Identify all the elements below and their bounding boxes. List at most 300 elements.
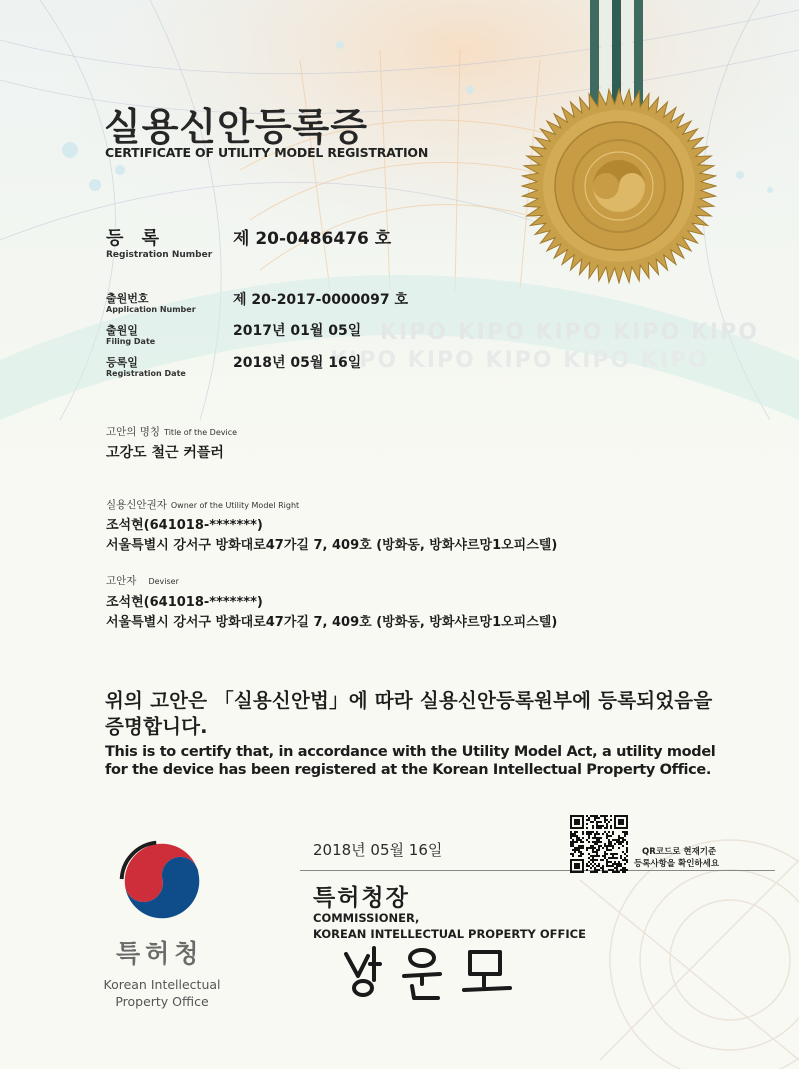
qr-module [580,853,582,855]
qr-module [626,841,628,843]
qr-module [598,833,600,835]
qr-module [574,821,576,823]
qr-module [612,833,614,835]
qr-module [574,849,576,851]
qr-module [586,863,588,865]
qr-module [594,847,596,849]
qr-module [588,837,590,839]
qr-module [618,821,620,823]
qr-module [610,857,612,859]
qr-module [592,871,594,873]
qr-module [594,867,596,869]
qr-module [572,843,574,845]
qr-module [602,859,604,861]
qr-module [572,827,574,829]
qr-module [610,869,612,871]
qr-module [620,841,622,843]
qr-module [614,839,616,841]
qr-module [574,871,576,873]
qr-module [588,847,590,849]
qr-module [574,851,576,853]
qr-module [596,823,598,825]
qr-module [622,821,624,823]
qr-module [622,837,624,839]
qr-module [624,827,626,829]
qr-module [576,821,578,823]
qr-module [580,855,582,857]
qr-module [618,823,620,825]
qr-module [600,821,602,823]
qr-module [592,845,594,847]
certification-statement-ko [105,688,712,740]
qr-module [604,851,606,853]
application-number: 제 20-2017-0000097 호 [233,292,409,308]
qr-module [576,815,578,817]
qr-module [592,827,594,829]
qr-module [600,867,602,869]
qr-module [594,869,596,871]
qr-module [624,833,626,835]
qr-module [626,847,628,849]
qr-module [576,841,578,843]
qr-instruction-line2: 등록사항을 확인하세요 [634,859,720,869]
qr-module [578,865,580,867]
owner-label-ko: 실용신안권자 [106,499,167,511]
qr-module [572,835,574,837]
qr-module [608,857,610,859]
qr-module [624,839,626,841]
certification-ko-line2: 증명합니다. [105,715,208,738]
qr-module [614,871,616,873]
qr-module [606,847,608,849]
deviser-label-en: Deviser [148,577,179,586]
deviser-label [106,573,179,588]
qr-module [626,859,628,861]
qr-module [604,817,606,819]
qr-module [574,819,576,821]
qr-module [608,869,610,871]
qr-module [576,837,578,839]
qr-module [582,815,584,817]
qr-module [592,861,594,863]
deviser-address: 서울특별시 강서구 방화대로47가길 7, 409호 (방화동, 방화샤르망1오피스텔) [106,615,558,630]
qr-module [616,841,618,843]
qr-module [612,839,614,841]
qr-module [606,823,608,825]
kipo-taeguk-logo [114,833,210,929]
qr-module [614,861,616,863]
qr-module [582,827,584,829]
kipo-name-ko: 특허청 [116,939,204,968]
registration-date-label-en: Registration Date [106,369,186,378]
qr-module [578,839,580,841]
qr-module [582,819,584,821]
qr-module [610,815,612,817]
qr-module [610,845,612,847]
qr-module [622,839,624,841]
qr-module [594,855,596,857]
qr-module [594,819,596,821]
qr-module [588,861,590,863]
qr-module [586,865,588,867]
qr-module [582,871,584,873]
commissioner-title-en-line1: COMMISSIONER, [313,911,420,925]
qr-module [614,857,616,859]
qr-module [612,863,614,865]
qr-module [582,821,584,823]
qr-module [608,821,610,823]
gold-seal-emblem [521,88,717,284]
qr-module [574,865,576,867]
qr-module [578,849,580,851]
qr-module [606,819,608,821]
qr-module [590,845,592,847]
qr-module [616,871,618,873]
qr-module [622,867,624,869]
qr-module [610,819,612,821]
qr-module [598,865,600,867]
qr-module [590,833,592,835]
qr-module [614,827,616,829]
qr-module [570,869,572,871]
qr-module [586,849,588,851]
commissioner-title-en [313,910,586,942]
qr-module [582,861,584,863]
qr-module [618,827,620,829]
qr-module [578,867,580,869]
qr-module [574,833,576,835]
qr-module [592,849,594,851]
qr-module [622,859,624,861]
qr-module [596,849,598,851]
qr-module [598,863,600,865]
qr-module [596,871,598,873]
qr-module [578,863,580,865]
qr-module [614,863,616,865]
qr-module [626,855,628,857]
qr-module [622,831,624,833]
qr-module [582,833,584,835]
qr-module [572,833,574,835]
qr-module [582,865,584,867]
qr-module [582,837,584,839]
qr-module [570,837,572,839]
qr-module [614,817,616,819]
qr-module [590,847,592,849]
qr-module [604,853,606,855]
qr-module [578,859,580,861]
qr-module [608,865,610,867]
qr-module [600,827,602,829]
qr-module [570,827,572,829]
deviser-label-ko: 고안자 [106,575,137,587]
qr-module [576,867,578,869]
qr-module [586,831,588,833]
registration-label-en: Registration Number [106,250,213,260]
qr-module [594,841,596,843]
qr-module [592,825,594,827]
qr-instruction [634,846,719,870]
qr-module [592,855,594,857]
qr-module [578,847,580,849]
qr-module [608,831,610,833]
qr-module [588,835,590,837]
application-label-en: Application Number [106,305,196,314]
qr-module [604,843,606,845]
qr-module [586,827,588,829]
qr-module [580,827,582,829]
qr-module [590,831,592,833]
device-title-label [106,424,237,439]
qr-module [596,833,598,835]
qr-module [574,827,576,829]
registration-date: 2018년 05월 16일 [233,355,362,371]
qr-module [570,815,572,817]
qr-module [590,855,592,857]
qr-module [576,863,578,865]
qr-module [606,849,608,851]
qr-module [596,859,598,861]
qr-module [602,855,604,857]
qr-module [582,863,584,865]
certificate-title-en: CERTIFICATE OF UTILITY MODEL REGISTRATION [105,145,429,160]
qr-module [624,857,626,859]
qr-module [612,869,614,871]
qr-module [582,845,584,847]
qr-module [582,869,584,871]
qr-module [626,823,628,825]
qr-module [588,833,590,835]
qr-module [594,851,596,853]
qr-module [570,853,572,855]
qr-module [576,827,578,829]
qr-module [586,819,588,821]
qr-module [570,821,572,823]
qr-module [618,841,620,843]
certification-en-line1: This is to certify that, in accordance with the Utility Model Act, a utility model [105,744,716,760]
qr-module [598,821,600,823]
qr-module [618,819,620,821]
qr-module [606,827,608,829]
qr-module [576,839,578,841]
qr-module [592,841,594,843]
qr-module [576,859,578,861]
qr-module [578,821,580,823]
registration-date-label: 등록일 [106,356,138,369]
device-title-label-en: Title of the Device [164,428,238,437]
qr-code[interactable] [570,815,628,873]
qr-module [570,817,572,819]
qr-module [608,841,610,843]
qr-module [580,845,582,847]
qr-module [608,843,610,845]
qr-module [582,859,584,861]
filing-date-label-en: Filing Date [106,337,156,346]
application-label: 출원번호 [106,292,149,305]
commissioner-title-en-line2: KOREAN INTELLECTUAL PROPERTY OFFICE [313,927,586,941]
owner-label [106,497,299,512]
qr-module [570,867,572,869]
qr-module [626,831,628,833]
qr-module [604,845,606,847]
device-title: 고강도 철근 커플러 [106,445,224,461]
qr-module [610,853,612,855]
qr-module [598,837,600,839]
qr-module [602,847,604,849]
qr-module [598,841,600,843]
qr-module [596,869,598,871]
qr-module [614,853,616,855]
qr-module [576,819,578,821]
qr-module [596,851,598,853]
qr-module [604,871,606,873]
qr-module [572,853,574,855]
qr-module [606,865,608,867]
qr-module [604,821,606,823]
qr-module [608,839,610,841]
watermark-text: KIPO KIPO KIPO KIPO KIPO [380,320,759,345]
qr-module [598,847,600,849]
qr-module [576,847,578,849]
qr-module [600,815,602,817]
qr-module [612,855,614,857]
qr-module [622,823,624,825]
qr-module [604,831,606,833]
qr-module [612,865,614,867]
qr-module [614,825,616,827]
qr-module [604,815,606,817]
qr-module [600,825,602,827]
qr-module [578,823,580,825]
qr-module [582,825,584,827]
qr-module [618,843,620,845]
qr-module [618,871,620,873]
qr-module [620,857,622,859]
qr-module [570,863,572,865]
qr-module [622,871,624,873]
qr-module [626,817,628,819]
qr-module [590,863,592,865]
qr-module [596,815,598,817]
qr-module [594,859,596,861]
qr-module [600,859,602,861]
qr-module [590,871,592,873]
qr-module [616,867,618,869]
qr-module [570,833,572,835]
qr-module [618,847,620,849]
qr-module [624,869,626,871]
qr-module [626,825,628,827]
qr-module [604,857,606,859]
qr-module [596,853,598,855]
registration-label: 등 록 [106,228,166,249]
qr-module [574,841,576,843]
qr-module [576,865,578,867]
qr-module [576,835,578,837]
qr-module [570,843,572,845]
qr-module [576,871,578,873]
qr-module [618,837,620,839]
qr-module [572,841,574,843]
qr-module [602,867,604,869]
kipo-name-en-line2: Property Office [115,994,209,1009]
qr-module [610,825,612,827]
qr-module [624,853,626,855]
qr-module [620,819,622,821]
qr-module [586,839,588,841]
qr-module [622,869,624,871]
qr-module [574,867,576,869]
qr-module [616,839,618,841]
commissioner-title-ko: 특허청장 [313,885,410,911]
qr-module [612,871,614,873]
qr-module [598,839,600,841]
qr-module [582,831,584,833]
qr-module [616,815,618,817]
qr-module [622,827,624,829]
qr-module [586,847,588,849]
qr-module [582,847,584,849]
qr-module [572,849,574,851]
qr-module [612,857,614,859]
qr-module [592,815,594,817]
qr-module [588,865,590,867]
qr-module [614,821,616,823]
qr-module [602,865,604,867]
qr-module [586,823,588,825]
owner-address: 서울특별시 강서구 방화대로47가길 7, 409호 (방화동, 방화샤르망1오피스텔) [106,538,558,553]
qr-module [594,837,596,839]
qr-module [580,851,582,853]
qr-module [610,865,612,867]
qr-module [602,833,604,835]
qr-module [576,831,578,833]
qr-module [574,863,576,865]
qr-module [598,849,600,851]
kipo-name-en-line1: Korean Intellectual [103,977,221,992]
qr-module [596,865,598,867]
qr-module [606,863,608,865]
qr-module [626,849,628,851]
qr-module [578,871,580,873]
qr-module [596,837,598,839]
watermark-text: KIPO KIPO KIPO KIPO KIPO [330,348,709,373]
qr-module [626,851,628,853]
qr-module [600,845,602,847]
qr-module [574,835,576,837]
qr-module [592,865,594,867]
issue-date: 2018년 05월 16일 [313,841,443,859]
qr-module [610,835,612,837]
qr-module [626,843,628,845]
qr-module [580,847,582,849]
certification-statement-en [105,743,715,779]
qr-module [606,853,608,855]
qr-module [610,827,612,829]
qr-module [594,863,596,865]
qr-module [590,815,592,817]
qr-module [626,815,628,817]
qr-module [616,827,618,829]
qr-module [624,859,626,861]
qr-module [606,871,608,873]
qr-module [592,859,594,861]
qr-module [574,815,576,817]
qr-module [620,855,622,857]
qr-module [626,833,628,835]
qr-module [572,845,574,847]
qr-module [590,859,592,861]
